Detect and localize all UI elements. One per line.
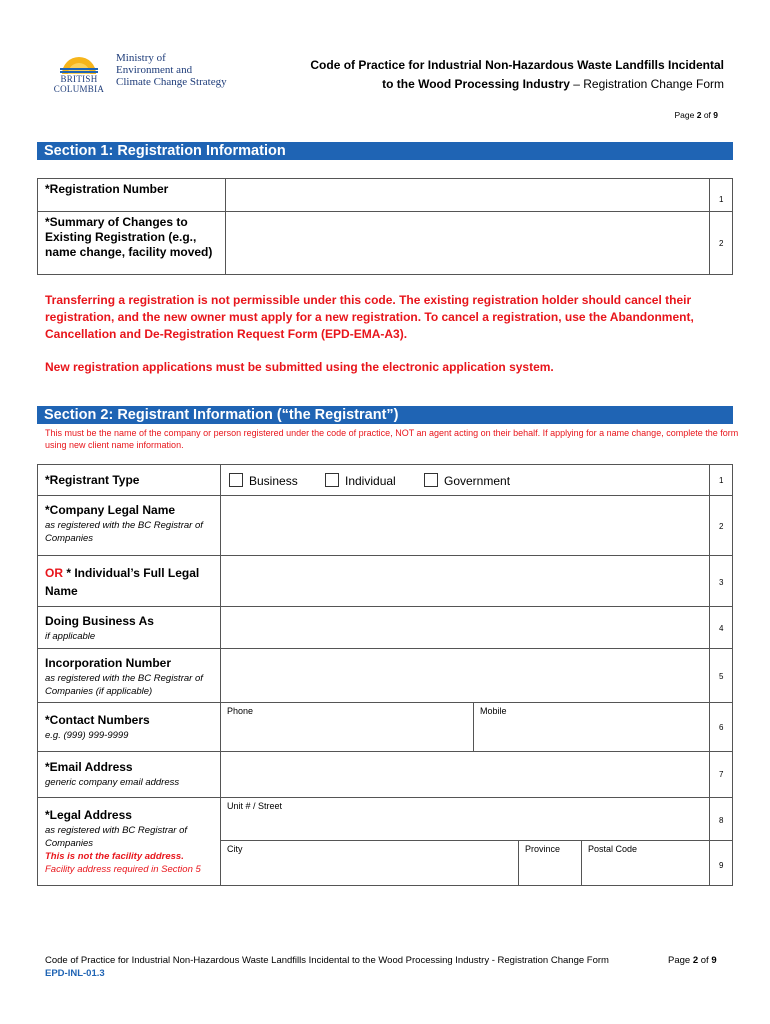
title-line2-rest: – Registration Change Form xyxy=(569,77,724,91)
city-input[interactable] xyxy=(220,840,519,886)
legal-address-label: *Legal Address xyxy=(45,808,132,822)
row-number: 6 xyxy=(719,723,724,732)
row-number: 7 xyxy=(719,770,724,779)
dba-label-cell xyxy=(37,606,221,649)
page-current: 2 xyxy=(696,110,702,120)
email-hint: generic company email address xyxy=(45,777,180,788)
company-name-input[interactable] xyxy=(220,495,710,556)
contact-label-cell xyxy=(37,702,221,752)
contact-label: *Contact Numbers xyxy=(45,713,150,727)
row-number-cell xyxy=(709,495,733,556)
bc-sun-icon xyxy=(58,44,100,76)
incorporation-label: Incorporation Number xyxy=(45,656,172,670)
row-number: 8 xyxy=(719,816,724,825)
individual-name-label-cell xyxy=(37,555,221,607)
logo-ministry-line2: Environment and xyxy=(116,64,193,76)
government-label: Government xyxy=(444,474,511,488)
bc-logo xyxy=(50,44,240,100)
dba-input[interactable] xyxy=(220,606,710,649)
government-checkbox[interactable] xyxy=(424,473,438,487)
business-option[interactable] xyxy=(229,473,298,488)
mobile-input[interactable] xyxy=(473,702,710,752)
incorporation-label-cell xyxy=(37,648,221,703)
logo-province-line1: BRITISH xyxy=(60,74,98,84)
title-line2-bold: to the Wood Processing Industry xyxy=(382,77,570,91)
row-number-cell xyxy=(709,178,733,212)
summary-changes-input[interactable] xyxy=(225,211,710,275)
page-label: Page xyxy=(674,110,697,120)
street-label: Unit # / Street xyxy=(227,801,283,811)
incorporation-input[interactable] xyxy=(220,648,710,703)
postal-code-input[interactable] xyxy=(581,840,710,886)
email-input[interactable] xyxy=(220,751,710,798)
street-input[interactable] xyxy=(220,797,710,841)
not-facility-address-note: This is not the facility address. xyxy=(45,851,184,862)
page-number-bottom xyxy=(668,955,717,966)
row-number-cell xyxy=(709,751,733,798)
business-checkbox[interactable] xyxy=(229,473,243,487)
individual-name-label xyxy=(38,556,220,600)
individual-name-input[interactable] xyxy=(220,555,710,607)
province-input[interactable] xyxy=(518,840,582,886)
government-option[interactable] xyxy=(424,473,510,488)
document-title xyxy=(294,56,724,94)
email-label: *Email Address xyxy=(45,760,133,774)
section2-header: Section 2: Registrant Information (“the Registrant”) xyxy=(37,406,733,424)
individual-name-text: * Individual’s Full Legal Name xyxy=(45,566,200,598)
summary-changes-label-cell xyxy=(37,211,226,275)
page-total: 9 xyxy=(713,110,718,120)
row-number: 1 xyxy=(719,476,724,485)
province-label: Province xyxy=(525,844,561,854)
or-label: OR xyxy=(45,566,63,580)
registration-number-label-cell xyxy=(37,178,226,212)
email-label-cell xyxy=(37,751,221,798)
row-number: 5 xyxy=(719,672,724,681)
company-name-label-cell xyxy=(37,495,221,556)
legal-address-label-cell xyxy=(37,797,221,886)
title-line2 xyxy=(294,75,724,94)
row-number: 2 xyxy=(719,522,724,531)
row-number-cell xyxy=(709,555,733,607)
facility-address-note: Facility address required in Section 5 xyxy=(45,864,201,875)
row-number: 2 xyxy=(719,239,724,248)
mobile-label: Mobile xyxy=(480,706,507,716)
logo-province-line2: COLUMBIA xyxy=(53,84,105,94)
postal-code-label: Postal Code xyxy=(588,844,638,854)
row-number: 9 xyxy=(719,861,724,870)
row-number-cell xyxy=(709,702,733,752)
transfer-warning: Transferring a registration is not permissible under this code. The existing registration holder should cancel their registration, and the new owner must apply for a new registration. To cancel a registration, use the Abandonment, Cancellation and De-Registration Request Form (EPD-EMA-A3). xyxy=(45,293,694,341)
footer-page-label: Page xyxy=(668,955,693,966)
row-number-cell xyxy=(709,464,733,496)
individual-checkbox[interactable] xyxy=(325,473,339,487)
row-number-cell xyxy=(709,648,733,703)
dba-hint: if applicable xyxy=(45,631,96,642)
summary-changes-label: *Summary of Changes to Existing Registration (e.g., name change, facility moved) xyxy=(45,215,213,259)
company-name-hint: as registered with the BC Registrar of Companies xyxy=(45,520,203,544)
row-number: 1 xyxy=(719,195,724,204)
row-number-cell xyxy=(709,840,733,886)
footer-page-current: 2 xyxy=(692,955,699,966)
company-name-label: *Company Legal Name xyxy=(45,503,176,517)
individual-option[interactable] xyxy=(325,473,396,488)
row-number-cell xyxy=(709,606,733,649)
row-number: 3 xyxy=(719,578,724,587)
business-label: Business xyxy=(249,474,298,488)
logo-ministry-line3: Climate Change Strategy xyxy=(116,76,227,88)
footer-page-total: 9 xyxy=(711,955,717,966)
phone-label: Phone xyxy=(227,706,254,716)
incorporation-hint: as registered with the BC Registrar of Companies (if applicable) xyxy=(45,673,203,697)
registrant-type-options xyxy=(220,464,710,496)
new-application-warning: New registration applications must be submitted using the electronic application system. xyxy=(45,360,554,374)
city-label: City xyxy=(227,844,243,854)
page-number-top xyxy=(675,110,719,120)
section1-header: Section 1: Registration Information xyxy=(37,142,733,160)
page-of: of xyxy=(701,110,714,120)
footer-form-code: EPD-INL-01.3 xyxy=(45,968,105,979)
footer-page-of: of xyxy=(698,955,712,966)
registrant-type-label-cell xyxy=(37,464,221,496)
registrant-note: This must be the name of the company or person registered under the code of practice, NOT an agent acting on their behalf. If applying for a name change, complete the form using new client name information. xyxy=(45,428,739,450)
registrant-type-label: *Registrant Type xyxy=(45,473,140,487)
registration-number-label: *Registration Number xyxy=(45,182,169,196)
logo-ministry-line1: Ministry of xyxy=(116,52,166,64)
row-number: 4 xyxy=(719,624,724,633)
legal-address-hint: as registered with BC Registrar of Companies xyxy=(45,825,188,849)
registration-number-input[interactable] xyxy=(225,178,710,212)
phone-input[interactable] xyxy=(220,702,474,752)
row-number-cell xyxy=(709,797,733,841)
individual-label: Individual xyxy=(345,474,396,488)
title-line1: Code of Practice for Industrial Non-Hazardous Waste Landfills Incidental xyxy=(310,58,724,72)
row-number-cell xyxy=(709,211,733,275)
contact-hint: e.g. (999) 999-9999 xyxy=(45,730,129,741)
dba-label: Doing Business As xyxy=(45,614,154,628)
footer-text: Code of Practice for Industrial Non-Hazardous Waste Landfills Incidental to the Wood Processing Industry - Registration Change Form xyxy=(45,955,609,966)
